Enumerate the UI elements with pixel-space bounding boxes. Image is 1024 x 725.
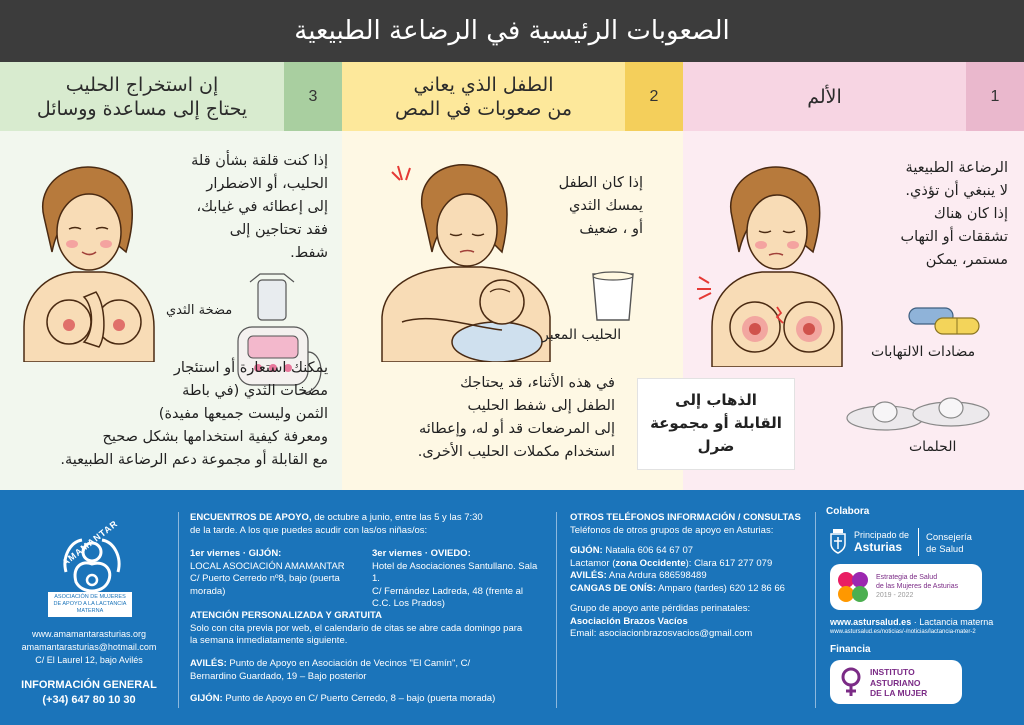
phone-cangas xyxy=(570,583,810,596)
consejeria-line2: de Salud xyxy=(926,544,964,555)
text-line: الثمن وليست جميعها مفيدة) xyxy=(158,406,328,422)
text-line: شفط. xyxy=(290,245,328,261)
phone-aviles-value: Ana Ardura 686598489 xyxy=(608,570,707,581)
text-line: إلى المرضعات قد أو له، وإعطائه xyxy=(418,421,615,437)
woman-illustration xyxy=(14,157,164,362)
meeting-oviedo xyxy=(372,548,542,611)
sponsors xyxy=(826,490,1024,725)
meeting-gijon-title: 1er viernes · GIJÓN: xyxy=(190,548,282,559)
text-line: فقد تحتاجين إلى xyxy=(229,222,328,238)
other-phones xyxy=(570,512,810,725)
phone-lactamor-zone: zona Occidente xyxy=(615,557,686,569)
section-1-header xyxy=(683,62,1024,131)
principado-line1: Principado de xyxy=(854,530,910,540)
amamantar-links xyxy=(0,628,178,667)
amamantar-tagline: ASOCIACIÓN DE MUJERES DE APOYO A LA LACTANCIA MATERNA xyxy=(48,592,132,617)
pills-icon xyxy=(905,300,985,340)
section-1-text-1 xyxy=(838,157,1008,272)
text-line: مستمر، يمكن xyxy=(925,252,1008,268)
midwife-callout xyxy=(637,378,795,470)
instituto-line2: ASTURIANO xyxy=(870,677,921,688)
aviles-text: Punto de Apoyo en Asociación de Vecinos "El Camín", C/ Bernardino Guardado, 19 – Bajo posterior xyxy=(190,658,471,682)
meetings-intro xyxy=(190,512,490,537)
section-2-heading xyxy=(342,73,625,121)
callout-line: ضرل xyxy=(697,437,735,455)
instituto-text xyxy=(870,667,927,699)
anti-inflammatory-label: مضادات الالتهابات xyxy=(871,344,976,360)
amamantar-address: C/ El Laurel 12, bajo Avilés xyxy=(35,655,143,665)
logo-divider xyxy=(918,528,919,556)
footer-divider xyxy=(815,512,816,708)
consejeria-logo xyxy=(926,532,972,556)
general-info-title: INFORMACIÓN GENERAL xyxy=(21,679,157,691)
phone-cangas-label: CANGAS DE ONÍS: xyxy=(570,582,657,594)
astursalud-url[interactable]: www.astursalud.es/noticias/-/noticias/lactancia-mater-2 xyxy=(830,629,976,635)
expressed-milk-label: الحليب المعبر xyxy=(542,327,622,343)
section-3-heading xyxy=(0,73,284,121)
text-line: لا ينبغي أن تؤذي. xyxy=(905,183,1008,199)
phone-aviles xyxy=(570,570,810,583)
section-1-heading xyxy=(683,85,966,109)
section-2-heading-line1: الطفل الذي يعاني xyxy=(413,73,554,96)
phone-gijon xyxy=(570,545,810,558)
text-line: إذا كنت قلقة بشأن قلة xyxy=(191,153,328,169)
text-line: إذا كان هناك xyxy=(933,206,1008,222)
section-3-heading-line1: إن استخراج الحليب xyxy=(65,73,219,96)
general-info xyxy=(0,678,178,708)
amamantar-contact xyxy=(0,490,178,725)
woman-pain-illustration xyxy=(697,157,847,367)
estrategia-mosaic-icon xyxy=(834,568,872,606)
text-line: يمكنك استعارة أو استئجار xyxy=(173,360,328,376)
text-line: مع القابلة أو مجموعة دعم الرضاعة الطبيعية. xyxy=(60,452,328,468)
text-line: ومعرفة كيفية استخدامها بشكل صحيح xyxy=(102,429,328,445)
amamantar-logo-name: AMAMANTAR xyxy=(60,518,120,568)
perinatal-group: Grupo de apoyo ante pérdidas perinatales: xyxy=(570,603,751,614)
milk-cup-icon xyxy=(587,268,639,324)
text-line: الطفل إلى شفط الحليب xyxy=(467,398,615,414)
aviles-point xyxy=(190,658,490,683)
nipple-shields-icon xyxy=(843,384,993,434)
brazos-email[interactable]: Email: asociacionbrazosvacios@gmail.com xyxy=(570,628,753,639)
gijon-point-title: GIJÓN: xyxy=(190,693,223,704)
colabora-label: Colabora xyxy=(826,506,870,517)
other-phones-title: OTROS TELÉFONOS INFORMACIÓN / CONSULTAS xyxy=(570,512,801,523)
section-1-number: 1 xyxy=(966,62,1024,131)
section-3-number: 3 xyxy=(284,62,342,131)
text-line: في هذه الأثناء، قد يحتاجك xyxy=(460,375,615,391)
text-line: إلى إعطائه في غيابك، xyxy=(196,199,328,215)
section-3-heading-line2: يحتاج إلى مساعدة ووسائل xyxy=(36,97,248,120)
footer-divider xyxy=(556,512,557,708)
section-3-header xyxy=(0,62,342,131)
text-line: تشققات أو التهاب xyxy=(900,229,1008,245)
footer-divider xyxy=(178,512,179,708)
text-line: مضخات الثدي (في باطة xyxy=(182,383,328,399)
nipple-shields-label: الحلمات xyxy=(909,439,957,455)
meetings-title: ENCUENTROS DE APOYO, xyxy=(190,512,312,523)
amamantar-web-link[interactable]: www.amamantarasturias.org xyxy=(31,629,147,639)
phone-cangas-value: Amparo (tardes) 620 12 86 66 xyxy=(658,582,785,594)
general-info-phone[interactable]: (+34) 647 80 10 30 xyxy=(42,694,136,706)
estrategia-line2: de las Mujeres de Asturias xyxy=(876,583,959,590)
asturias-crest-icon xyxy=(828,528,848,554)
section-2-text-1 xyxy=(513,172,643,241)
text-line: إذا كان الطفل xyxy=(558,175,643,191)
page-title: الصعوبات الرئيسية في الرضاعة الطبيعية xyxy=(294,16,730,46)
estrategia-years: 2019 - 2022 xyxy=(876,592,914,599)
estrategia-salud-logo xyxy=(830,564,982,610)
personal-attention xyxy=(190,610,530,648)
astursalud-topic: · Lactancia materna xyxy=(911,617,994,627)
section-3-milk-expression xyxy=(0,62,342,490)
title-bar xyxy=(0,0,1024,62)
callout-line: الذهاب إلى xyxy=(675,391,757,409)
text-line: يمسك الثدي xyxy=(569,198,643,214)
instituto-line1: INSTITUTO xyxy=(870,667,915,677)
text-line: الحليب، أو الاضطرار xyxy=(206,176,328,192)
personal-attention-text: Solo con cita previa por web, el calendario de citas se abre cada domingo para la semana inmediatamente siguiente. xyxy=(190,622,523,646)
meeting-oviedo-address: C/ Fernández Ladreda, 48 (frente al C.C. Los Prados) xyxy=(372,585,524,609)
phone-aviles-label: AVILÉS: xyxy=(570,570,607,581)
estrategia-text xyxy=(876,573,958,600)
section-2-header xyxy=(342,62,683,131)
astursalud-link[interactable] xyxy=(830,617,993,627)
footer xyxy=(0,490,1024,725)
section-2-text-2 xyxy=(353,372,615,464)
section-2-number: 2 xyxy=(625,62,683,131)
support-meetings xyxy=(190,512,542,725)
section-1-heading-text: الألم xyxy=(807,85,842,108)
meeting-oviedo-title: 3er viernes · OVIEDO: xyxy=(372,548,471,559)
text-line: استخدام مكملات الحليب الأخرى. xyxy=(417,444,615,460)
meeting-gijon-address: C/ Puerto Cerredo nº8, bajo (puerta morada) xyxy=(190,573,340,597)
phone-lactamor-c: ): Clara 617 277 079 xyxy=(685,557,773,569)
meeting-oviedo-place: Hotel de Asociaciones Santullano. Sala 1. xyxy=(372,560,538,584)
personal-attention-title: ATENCIÓN PERSONALIZADA Y GRATUITA xyxy=(190,610,382,621)
amamantar-email-link[interactable]: amamantarasturias@hotmail.com xyxy=(21,642,157,652)
section-2-heading-line2: من صعوبات في المص xyxy=(394,97,573,120)
estrategia-line1: Estrategia de Salud xyxy=(876,574,938,581)
breast-pump-label: مضخة الثدي xyxy=(166,303,233,318)
callout-line: القابلة أو مجموعة xyxy=(650,414,782,432)
section-3-text-2 xyxy=(6,357,328,472)
meeting-gijon-place: LOCAL ASOCIACIÓN AMAMANTAR xyxy=(190,560,345,572)
meeting-gijon xyxy=(190,548,358,598)
consejeria-line1: Consejería xyxy=(926,532,972,543)
aviles-title: AVILÉS: xyxy=(190,658,227,669)
brazos-vacios: Asociación Brazos Vacíos xyxy=(570,615,688,627)
instituto-mujer-icon xyxy=(836,666,866,698)
section-2-sucking xyxy=(342,62,683,490)
phone-gijon-label: GIJÓN: xyxy=(570,545,603,556)
phone-lactamor xyxy=(570,558,810,571)
meetings-text: de octubre a junio, entre las 5 y las 7:30 de la tarde. A los que puedes acudir con las/os niñas/os: xyxy=(190,512,483,536)
instituto-line3: DE LA MUJER xyxy=(870,688,928,698)
financia-label: Financia xyxy=(830,644,871,655)
gijon-point-text: Punto de Apoyo en C/ Puerto Cerredo, 8 – bajo (puerta morada) xyxy=(225,693,496,704)
other-phones-subtitle: Teléfonos de otros grupos de apoyo en Asturias: xyxy=(570,524,774,536)
text-line: أو ، ضعيف xyxy=(579,221,643,237)
phone-gijon-value: Natalia 606 64 67 07 xyxy=(605,545,694,556)
gijon-point xyxy=(190,693,530,706)
instituto-mujer-logo xyxy=(830,660,962,704)
text-line: الرضاعة الطبيعية xyxy=(905,160,1008,176)
principado-logo xyxy=(854,530,909,554)
principado-line2: Asturias xyxy=(854,540,903,554)
phone-lactamor-a: Lactamor ( xyxy=(570,557,616,569)
astursalud-domain[interactable]: www.astursalud.es xyxy=(830,617,912,627)
